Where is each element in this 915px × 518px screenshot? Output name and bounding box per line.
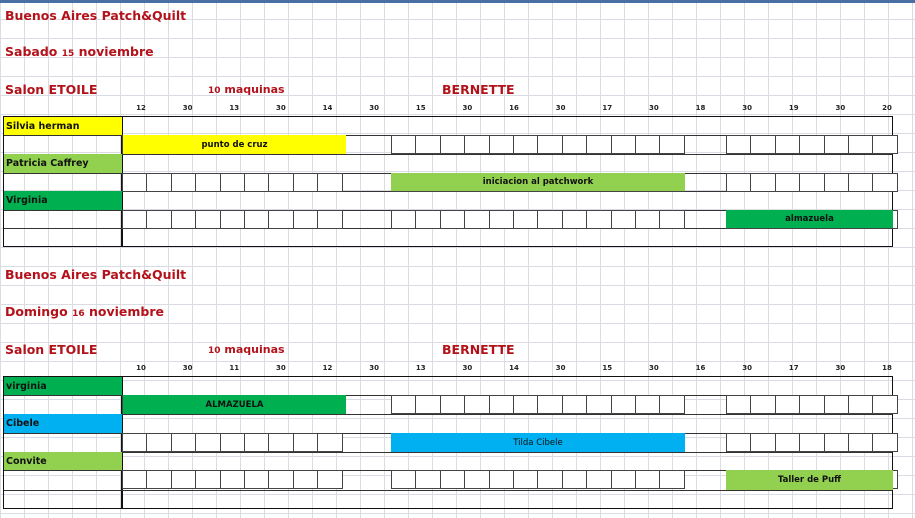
time-slot-cell[interactable]: [122, 433, 147, 452]
time-slot-cell[interactable]: [750, 173, 775, 192]
time-slot-cell[interactable]: [122, 470, 147, 489]
time-slot-cell[interactable]: [146, 470, 171, 489]
time-slot-cell[interactable]: [293, 173, 318, 192]
time-slot-cell[interactable]: [635, 135, 660, 154]
machines-count: 10: [208, 86, 221, 96]
time-slot-cell[interactable]: [872, 173, 897, 192]
time-slot-cell[interactable]: [440, 470, 465, 489]
time-slot-cell[interactable]: [268, 433, 293, 452]
day-number: 16: [72, 309, 85, 319]
time-slot-cell[interactable]: [293, 210, 318, 229]
time-slot-cell[interactable]: [268, 173, 293, 192]
time-slot-cell[interactable]: [220, 433, 245, 452]
participant-name: Convite: [4, 452, 122, 470]
time-slot-cell[interactable]: [848, 135, 873, 154]
time-slot-cell[interactable]: [750, 433, 775, 452]
schedule-grid-day2: [3, 376, 893, 509]
time-tick-label: 12: [136, 104, 146, 112]
time-tick-label: 15: [415, 104, 426, 112]
time-slot-cell[interactable]: [317, 470, 342, 489]
time-slot-cell[interactable]: [391, 135, 416, 154]
time-tick-label: 13: [229, 104, 240, 112]
time-slot-cell[interactable]: [872, 395, 897, 414]
time-slot-cell[interactable]: [659, 135, 684, 154]
time-slot-cell[interactable]: [726, 173, 751, 192]
time-slot-cell[interactable]: [848, 433, 873, 452]
date-title-day2: [5, 304, 164, 319]
machines-word: maquinas: [224, 83, 285, 96]
time-slot-cell[interactable]: [268, 470, 293, 489]
time-tick-label: 30: [182, 364, 193, 372]
time-slot-cell[interactable]: [464, 135, 489, 154]
time-tick-label: 14: [322, 104, 333, 112]
time-slot-cell[interactable]: [220, 470, 245, 489]
time-slot-cell[interactable]: [195, 210, 220, 229]
time-slot-cell[interactable]: [513, 395, 538, 414]
event-block[interactable]: punto de cruz: [123, 135, 346, 154]
time-slot-cell[interactable]: [775, 395, 800, 414]
time-slot-cell[interactable]: [537, 210, 562, 229]
time-slot-cell[interactable]: [489, 135, 514, 154]
time-slot-cell[interactable]: [659, 210, 684, 229]
time-slot-cell[interactable]: [122, 210, 147, 229]
time-slot-cell[interactable]: [848, 173, 873, 192]
brand-title-day2: BERNETTE: [442, 342, 515, 357]
time-tick-label: 14: [509, 364, 519, 372]
time-slot-cell[interactable]: [513, 135, 538, 154]
time-slot-cell[interactable]: [586, 135, 611, 154]
time-slot-cell[interactable]: [726, 135, 751, 154]
time-slot-cell[interactable]: [659, 470, 684, 489]
month-name: noviembre: [78, 44, 154, 59]
row-divider: [4, 414, 892, 415]
time-slot-cell[interactable]: [750, 395, 775, 414]
time-slot-cell[interactable]: [489, 395, 514, 414]
time-tick-label: 30: [462, 364, 473, 372]
time-slot-cell[interactable]: [635, 210, 660, 229]
time-slot-cell[interactable]: [464, 470, 489, 489]
time-slot-cell[interactable]: [726, 433, 751, 452]
time-slot-cell[interactable]: [391, 210, 416, 229]
time-slot-cell[interactable]: [146, 433, 171, 452]
time-tick-label: 17: [788, 364, 799, 372]
time-slot-cell[interactable]: [562, 395, 587, 414]
time-slot-cell[interactable]: [293, 433, 318, 452]
time-slot-cell[interactable]: [244, 210, 269, 229]
time-slot-cell[interactable]: [635, 395, 660, 414]
time-tick-label: 10: [136, 364, 146, 372]
time-slot-cell[interactable]: [146, 173, 171, 192]
time-slot-cell[interactable]: [775, 433, 800, 452]
row-divider: [4, 154, 892, 155]
time-tick-label: 30: [555, 364, 566, 372]
machines-word: maquinas: [224, 343, 285, 356]
time-tick-label: 30: [742, 104, 752, 112]
event-block[interactable]: almazuela: [726, 210, 893, 228]
time-slot-cell[interactable]: [775, 135, 800, 154]
salon-title-day1: Salon ETOILE: [5, 82, 98, 97]
schedule-grid-day1: [3, 116, 893, 247]
day-name: Domingo: [5, 304, 68, 319]
date-title-day1: [5, 44, 154, 59]
time-slot-cell[interactable]: [317, 433, 342, 452]
time-slot-cell[interactable]: [440, 395, 465, 414]
time-slot-cell[interactable]: [726, 395, 751, 414]
time-slot-cell[interactable]: [824, 173, 849, 192]
event-block[interactable]: ALMAZUELA: [123, 395, 346, 414]
row-divider: [4, 490, 892, 491]
time-tick-label: 30: [462, 104, 473, 112]
time-tick-label: 30: [835, 364, 846, 372]
salon-title-day2: Salon ETOILE: [5, 342, 98, 357]
time-slot-cell[interactable]: [799, 395, 824, 414]
time-slot-cell[interactable]: [317, 173, 342, 192]
time-tick-label: 20: [882, 104, 892, 112]
time-tick-label: 11: [229, 364, 240, 372]
time-tick-label: 30: [276, 364, 286, 372]
time-tick-label: 18: [695, 104, 706, 112]
participant-name: Virginia: [4, 191, 122, 210]
participant-name: Cibele: [4, 414, 122, 433]
time-slot-cell[interactable]: [513, 470, 538, 489]
time-slot-cell[interactable]: [171, 433, 196, 452]
time-slot-cell[interactable]: [824, 135, 849, 154]
time-tick-label: 12: [322, 364, 333, 372]
time-slot-cell[interactable]: [611, 210, 636, 229]
machines-label-day1: [208, 83, 285, 96]
time-slot-cell[interactable]: [415, 395, 440, 414]
time-slot-cell[interactable]: [415, 210, 440, 229]
time-slot-cell[interactable]: [415, 470, 440, 489]
time-slot-cell[interactable]: [848, 395, 873, 414]
time-slot-cell[interactable]: [489, 470, 514, 489]
time-slot-cell[interactable]: [824, 433, 849, 452]
event-block[interactable]: Tilda Cibele: [391, 433, 685, 452]
time-tick-label: 30: [835, 104, 846, 112]
time-slot-cell[interactable]: [799, 135, 824, 154]
participant-name: Silvia herman: [4, 117, 122, 135]
time-slot-cell[interactable]: [750, 135, 775, 154]
time-slot-cell[interactable]: [562, 470, 587, 489]
time-slot-cell[interactable]: [537, 395, 562, 414]
time-slot-cell[interactable]: [220, 210, 245, 229]
machines-label-day2: [208, 343, 285, 356]
time-slot-cell[interactable]: [440, 135, 465, 154]
time-slot-cell[interactable]: [391, 470, 416, 489]
time-slot-cell[interactable]: [122, 173, 147, 192]
time-slot-cell[interactable]: [171, 470, 196, 489]
time-tick-label: 30: [369, 364, 379, 372]
time-slot-cell[interactable]: [489, 210, 514, 229]
time-slot-cell[interactable]: [611, 470, 636, 489]
time-slot-cell[interactable]: [244, 433, 269, 452]
window-top-border: [0, 0, 915, 3]
time-slot-cell[interactable]: [799, 433, 824, 452]
time-slot-cell[interactable]: [611, 395, 636, 414]
time-slot-cell[interactable]: [775, 173, 800, 192]
time-slot-cell[interactable]: [244, 173, 269, 192]
time-tick-label: 30: [742, 364, 752, 372]
time-slot-cell[interactable]: [171, 210, 196, 229]
machines-count: 10: [208, 346, 221, 356]
time-slot-cell[interactable]: [317, 210, 342, 229]
time-slot-cell[interactable]: [220, 173, 245, 192]
month-name: noviembre: [88, 304, 164, 319]
org-title-day2: Buenos Aires Patch&Quilt: [5, 267, 187, 282]
time-slot-cell[interactable]: [824, 395, 849, 414]
time-slot-cell[interactable]: [415, 135, 440, 154]
brand-title-day1: BERNETTE: [442, 82, 515, 97]
time-tick-label: 30: [369, 104, 379, 112]
time-slot-cell[interactable]: [244, 470, 269, 489]
time-slot-cell[interactable]: [659, 395, 684, 414]
time-slot-cell[interactable]: [513, 210, 538, 229]
time-slot-cell[interactable]: [611, 135, 636, 154]
time-slot-cell[interactable]: [537, 470, 562, 489]
time-tick-label: 16: [695, 364, 706, 372]
time-slot-cell[interactable]: [586, 470, 611, 489]
time-tick-label: 17: [602, 104, 613, 112]
time-slot-cell[interactable]: [440, 210, 465, 229]
time-tick-label: 30: [555, 104, 566, 112]
time-slot-cell[interactable]: [391, 395, 416, 414]
time-slot-cell[interactable]: [146, 210, 171, 229]
time-tick-label: 13: [415, 364, 426, 372]
time-slot-cell[interactable]: [635, 470, 660, 489]
time-slot-cell[interactable]: [293, 470, 318, 489]
org-title-day1: Buenos Aires Patch&Quilt: [5, 8, 187, 23]
time-tick-label: 30: [649, 364, 659, 372]
time-tick-label: 30: [649, 104, 659, 112]
time-slot-cell[interactable]: [799, 173, 824, 192]
time-slot-cell[interactable]: [562, 210, 587, 229]
event-block[interactable]: iniciacion al patchwork: [391, 173, 685, 191]
time-slot-cell[interactable]: [872, 135, 897, 154]
day-number: 15: [61, 49, 75, 59]
time-slot-cell[interactable]: [586, 395, 611, 414]
day-name: Sabado: [5, 44, 58, 59]
time-tick-label: 15: [602, 364, 613, 372]
time-tick-label: 30: [182, 104, 193, 112]
participant-name: Patricia Caffrey: [4, 154, 122, 173]
event-block[interactable]: Taller de Puff: [726, 470, 893, 490]
time-slot-cell[interactable]: [195, 173, 220, 192]
time-tick-label: 16: [509, 104, 519, 112]
time-tick-label: 18: [882, 364, 892, 372]
participant-name: virginia: [4, 377, 122, 395]
time-slot-cell[interactable]: [464, 395, 489, 414]
time-slot-cell[interactable]: [537, 135, 562, 154]
time-slot-cell[interactable]: [171, 173, 196, 192]
time-tick-label: 19: [788, 104, 799, 112]
time-slot-cell[interactable]: [872, 433, 897, 452]
time-slot-cell[interactable]: [464, 210, 489, 229]
time-slot-cell[interactable]: [562, 135, 587, 154]
time-tick-label: 30: [276, 104, 286, 112]
time-slot-cell[interactable]: [586, 210, 611, 229]
time-slot-cell[interactable]: [268, 210, 293, 229]
row-divider: [4, 452, 892, 453]
time-slot-cell[interactable]: [195, 433, 220, 452]
time-slot-cell[interactable]: [195, 470, 220, 489]
